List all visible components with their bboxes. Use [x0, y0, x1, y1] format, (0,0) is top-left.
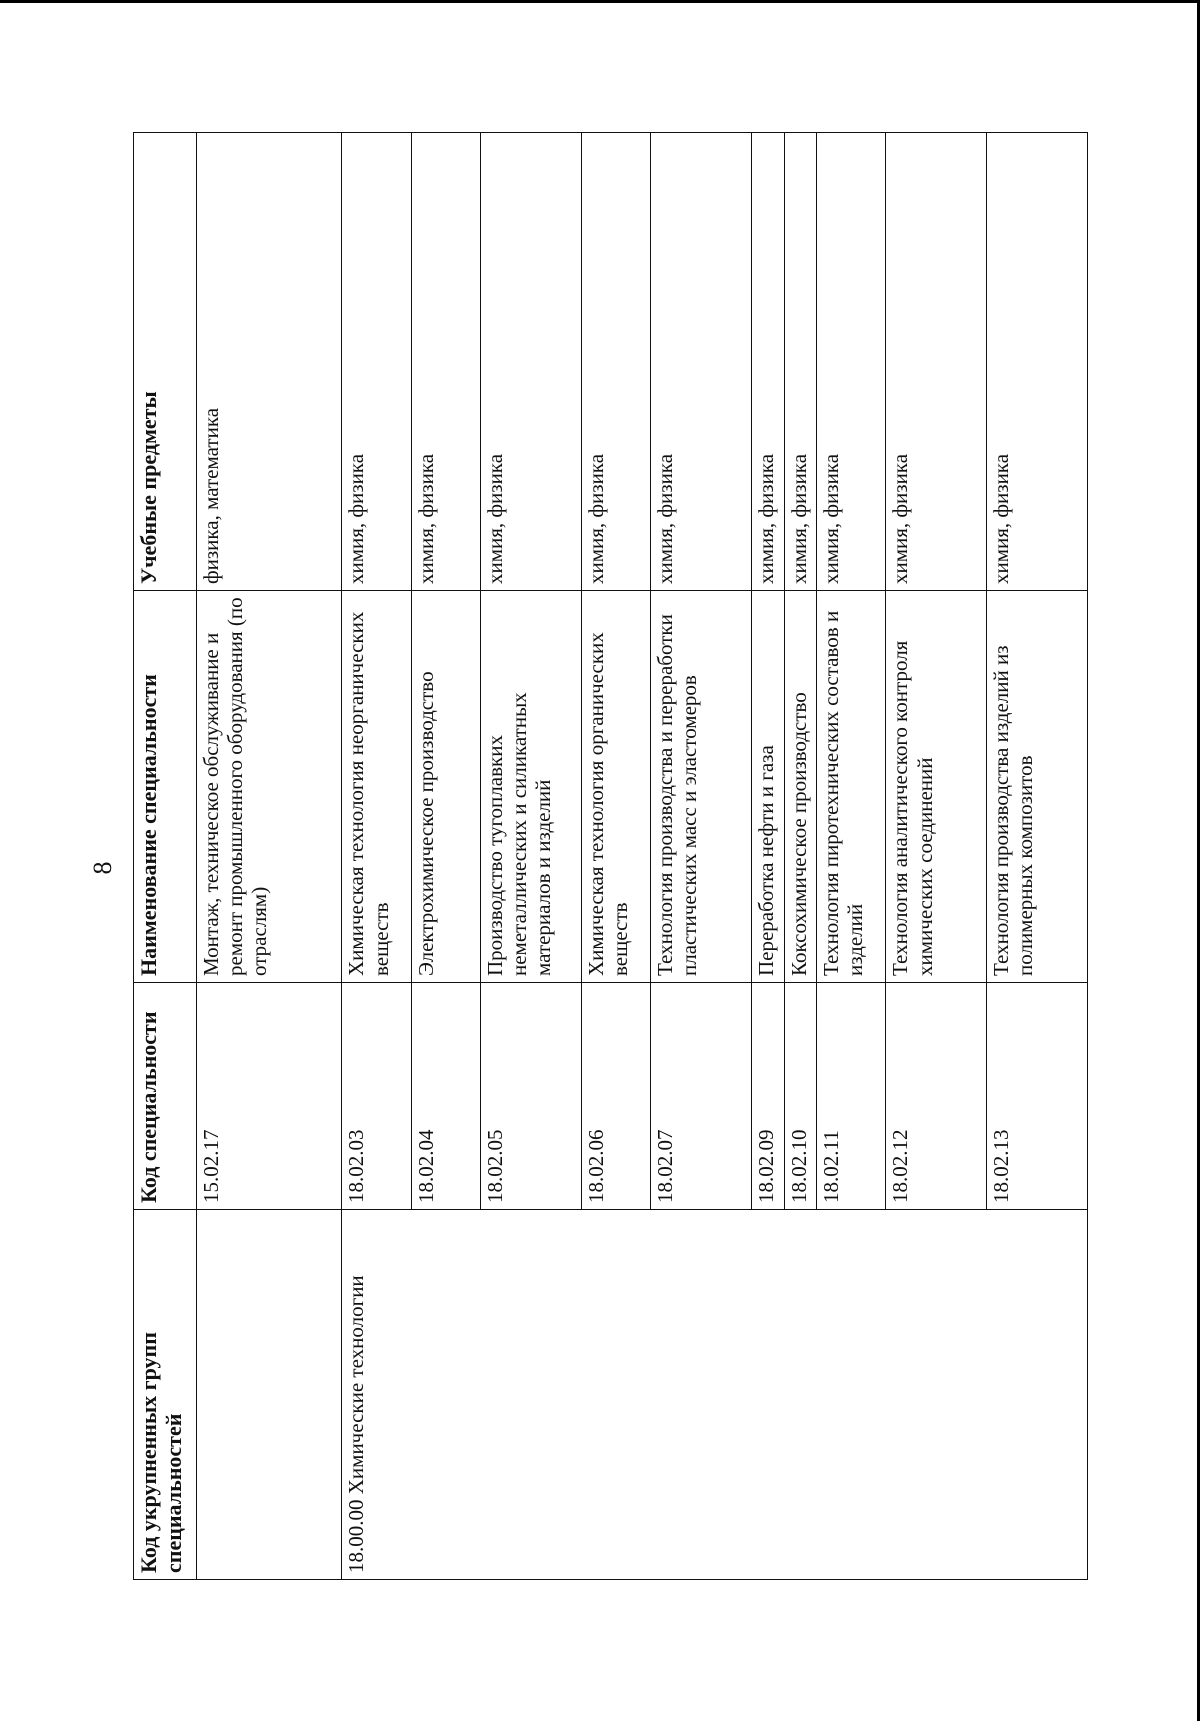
specialty-name-cell: Технология аналитического контроля химических соединений: [886, 591, 987, 983]
header-specialty-name: Наименование специальности: [134, 591, 197, 983]
subjects-cell: химия, физика: [481, 133, 582, 591]
subjects-cell: химия, физика: [784, 133, 817, 591]
specialty-code-cell: 18.02.06: [581, 983, 650, 1210]
specialty-code-cell: 18.02.10: [784, 983, 817, 1210]
subjects-cell: химия, физика: [987, 133, 1088, 591]
group-cell-top: [197, 1210, 342, 1580]
specialty-code-cell: 18.02.11: [817, 983, 886, 1210]
subjects-cell: химия, физика: [817, 133, 886, 591]
specialty-name-cell: Коксохимическое производство: [784, 591, 817, 983]
table-row: [342, 133, 411, 1580]
header-subjects: Учебные предметы: [134, 133, 197, 591]
specialty-name-cell: Монтаж, техническое обслуживание и ремонт промышленного оборудования (по отраслям): [197, 591, 342, 983]
specialty-name-cell: Технология производства и переработки пластических масс и эластомеров: [651, 591, 752, 983]
subjects-cell: химия, физика: [651, 133, 752, 591]
group-cell-chemical-technologies: 18.00.00 Химические технологии: [342, 1210, 1088, 1580]
specialty-code-cell: 18.02.03: [342, 983, 411, 1210]
specialty-code-cell: 18.02.05: [481, 983, 582, 1210]
specialty-code-cell: 18.02.12: [886, 983, 987, 1210]
subjects-cell: химия, физика: [581, 133, 650, 591]
header-specialty-code: Код специальности: [134, 983, 197, 1210]
specialty-name-cell: Технология пиротехнических составов и изделий: [817, 591, 886, 983]
specialty-code-cell: 18.02.04: [411, 983, 480, 1210]
specialty-code-cell: 18.02.13: [987, 983, 1088, 1210]
table-header-row: [134, 133, 197, 1580]
specialties-table: [133, 132, 1088, 1580]
specialty-name-cell: Химическая технология неорганических веществ: [342, 591, 411, 983]
table-row: [197, 133, 342, 1580]
subjects-cell: физика, математика: [197, 133, 342, 591]
specialty-name-cell: Электрохимическое производство: [411, 591, 480, 983]
specialty-code-cell: 15.02.17: [197, 983, 342, 1210]
rotated-table-container: [133, 133, 1088, 1580]
specialty-name-cell: Химическая технология органических веществ: [581, 591, 650, 983]
subjects-cell: химия, физика: [411, 133, 480, 591]
specialty-code-cell: 18.02.09: [751, 983, 784, 1210]
specialty-name-cell: Переработка нефти и газа: [751, 591, 784, 983]
specialty-name-cell: Производство тугоплавких неметаллических и силикатных материалов и изделий: [481, 591, 582, 983]
subjects-cell: химия, физика: [886, 133, 987, 591]
specialty-name-cell: Технология производства изделий из полимерных композитов: [987, 591, 1088, 983]
page-number: 8: [88, 861, 117, 875]
subjects-cell: химия, физика: [342, 133, 411, 591]
page-border-top: [0, 0, 1200, 3]
subjects-cell: химия, физика: [751, 133, 784, 591]
header-group-code: Код укрупненных групп специальностей: [134, 1210, 197, 1580]
specialty-code-cell: 18.02.07: [651, 983, 752, 1210]
